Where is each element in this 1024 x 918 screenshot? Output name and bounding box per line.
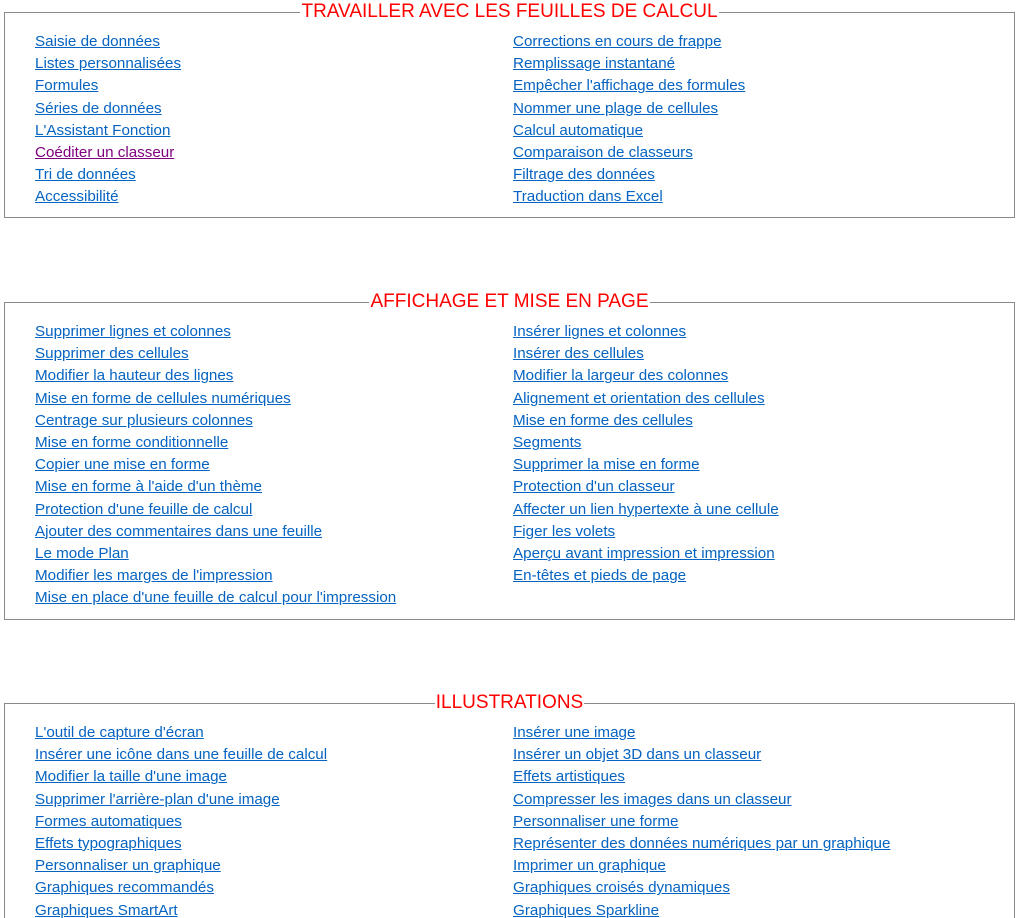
topic-link[interactable]: Traduction dans Excel xyxy=(513,188,663,206)
link-list-item xyxy=(513,388,779,410)
link-list-item xyxy=(35,432,396,454)
section-title-text: AFFICHAGE ET MISE EN PAGE xyxy=(370,291,649,312)
topic-link[interactable]: Ajouter des commentaires dans une feuille xyxy=(35,522,323,540)
topic-link[interactable]: Représenter des données numériques par un graphique xyxy=(513,834,891,852)
link-list-item xyxy=(513,53,745,75)
topic-link[interactable]: Supprimer des cellules xyxy=(35,345,189,363)
link-list-item xyxy=(35,811,327,833)
link-list-left xyxy=(35,31,181,209)
link-list-left xyxy=(35,722,327,918)
link-list-item xyxy=(35,454,396,476)
topic-link[interactable]: Graphiques SmartArt xyxy=(35,901,178,918)
link-list-item xyxy=(513,142,745,164)
link-list-item xyxy=(35,789,327,811)
topic-link[interactable]: Formules xyxy=(35,77,99,95)
link-list-item xyxy=(35,565,396,587)
link-list-item xyxy=(513,454,779,476)
section-display-layout xyxy=(4,291,1015,620)
topic-link[interactable]: Modifier la taille d'une image xyxy=(35,768,228,786)
link-list-item xyxy=(35,321,396,343)
link-list-item xyxy=(35,766,327,788)
link-list-item xyxy=(513,900,890,918)
topic-link[interactable]: Tri de données xyxy=(35,166,136,184)
topic-link[interactable]: Graphiques croisés dynamiques xyxy=(513,879,730,897)
link-list-right xyxy=(513,722,890,918)
link-list-item xyxy=(35,186,181,208)
topic-link[interactable]: Protection d'un classeur xyxy=(513,478,675,496)
topic-link[interactable]: Effets typographiques xyxy=(35,834,182,852)
topic-link[interactable]: Copier une mise en forme xyxy=(35,456,210,474)
topic-link[interactable]: Remplissage instantané xyxy=(513,55,676,73)
link-list-item xyxy=(35,388,396,410)
topic-link[interactable]: Formes automatiques xyxy=(35,812,182,830)
topic-link[interactable]: Empêcher l'affichage des formules xyxy=(513,77,746,95)
topic-link[interactable]: Aperçu avant impression et impression xyxy=(513,544,775,562)
topic-link[interactable]: Insérer lignes et colonnes xyxy=(513,323,687,340)
link-list-item xyxy=(35,31,181,53)
topic-link[interactable]: Segments xyxy=(513,433,582,451)
link-list-item xyxy=(513,722,890,744)
topic-link[interactable]: Alignement et orientation des cellules xyxy=(513,389,765,407)
link-list-item xyxy=(35,53,181,75)
link-list-item xyxy=(35,877,327,899)
link-list-item xyxy=(513,365,779,387)
section-title xyxy=(5,290,1014,314)
topic-link[interactable]: Imprimer un graphique xyxy=(513,857,666,875)
link-list-left xyxy=(35,321,396,609)
link-list-item xyxy=(35,476,396,498)
topic-link[interactable]: Séries de données xyxy=(35,99,162,117)
link-list-item xyxy=(513,321,779,343)
link-list-item xyxy=(513,565,779,587)
link-list-item xyxy=(35,744,327,766)
topic-link[interactable]: Insérer des cellules xyxy=(513,345,644,363)
section-title-text: ILLUSTRATIONS xyxy=(435,692,584,713)
topic-link[interactable]: Accessibilité xyxy=(35,188,119,206)
topic-link[interactable]: Supprimer l'arrière-plan d'une image xyxy=(35,790,280,808)
topic-link[interactable]: Filtrage des données xyxy=(513,166,655,184)
topic-link[interactable]: Compresser les images dans un classeur xyxy=(513,790,792,808)
topic-link[interactable]: Modifier la hauteur des lignes xyxy=(35,367,234,385)
topic-link[interactable]: Personnaliser un graphique xyxy=(35,857,221,875)
section-title xyxy=(5,691,1014,715)
topic-link[interactable]: Protection d'une feuille de calcul xyxy=(35,500,253,518)
link-list-item xyxy=(35,833,327,855)
topic-link[interactable]: Mise en forme de cellules numériques xyxy=(35,389,291,407)
topic-link[interactable]: Insérer une icône dans une feuille de calcul xyxy=(35,746,328,764)
topic-link[interactable]: Corrections en cours de frappe xyxy=(513,33,722,50)
topic-link[interactable]: Coéditer un classeur xyxy=(35,143,175,161)
link-list-item xyxy=(35,587,396,609)
topic-link[interactable]: Personnaliser une forme xyxy=(513,812,679,830)
section-worksheets xyxy=(4,1,1015,218)
link-list-item xyxy=(513,744,890,766)
topic-link[interactable]: Le mode Plan xyxy=(35,544,129,562)
topic-link[interactable]: Mise en forme des cellules xyxy=(513,411,693,429)
link-list-item xyxy=(35,900,327,918)
link-list-item xyxy=(513,98,745,120)
link-list-item xyxy=(513,833,890,855)
link-list-item xyxy=(513,811,890,833)
link-list-item xyxy=(35,365,396,387)
section-title xyxy=(5,0,1014,24)
topic-link[interactable]: L'outil de capture d'écran xyxy=(35,724,204,741)
topic-link[interactable]: Centrage sur plusieurs colonnes xyxy=(35,411,253,429)
link-list-item xyxy=(35,343,396,365)
section-illustrations xyxy=(4,692,1015,918)
link-list-right xyxy=(513,31,745,209)
topic-link[interactable]: Supprimer lignes et colonnes xyxy=(35,323,231,340)
link-list-item xyxy=(513,521,779,543)
topic-link[interactable]: Supprimer la mise en forme xyxy=(513,456,700,474)
link-list-item xyxy=(513,789,890,811)
link-list-item xyxy=(513,343,779,365)
link-list-item xyxy=(35,120,181,142)
link-list-item xyxy=(35,142,181,164)
topic-link[interactable]: L'Assistant Fonction xyxy=(35,121,171,139)
link-list-item xyxy=(513,31,745,53)
topic-link[interactable]: Saisie de données xyxy=(35,33,160,50)
link-list-item xyxy=(513,877,890,899)
topic-link[interactable]: Nommer une plage de cellules xyxy=(513,99,719,117)
link-list-item xyxy=(35,98,181,120)
topic-link[interactable]: Affecter un lien hypertexte à une cellule xyxy=(513,500,779,518)
topic-link[interactable]: Modifier la largeur des colonnes xyxy=(513,367,729,385)
topic-link[interactable]: Graphiques Sparkline xyxy=(513,901,660,918)
section-title-text: TRAVAILLER AVEC LES FEUILLES DE CALCUL xyxy=(301,1,718,22)
topic-link[interactable]: Insérer une image xyxy=(513,724,636,741)
topic-link[interactable]: Figer les volets xyxy=(513,522,616,540)
link-list-item xyxy=(35,499,396,521)
link-list-item xyxy=(513,476,779,498)
link-list-item xyxy=(513,855,890,877)
link-list-item xyxy=(35,855,327,877)
link-list-item xyxy=(513,75,745,97)
link-list-item xyxy=(35,410,396,432)
link-list-item xyxy=(35,722,327,744)
topic-link[interactable]: Mise en place d'une feuille de calcul pour l'impression xyxy=(35,589,397,607)
link-list-item xyxy=(513,410,779,432)
link-list-item xyxy=(513,543,779,565)
link-list-item xyxy=(513,766,890,788)
link-list-right xyxy=(513,321,779,587)
link-list-item xyxy=(35,521,396,543)
topic-link[interactable]: Mise en forme à l'aide d'un thème xyxy=(35,478,262,496)
link-list-item xyxy=(35,75,181,97)
topic-link[interactable]: Modifier les marges de l'impression xyxy=(35,567,273,585)
link-list-item xyxy=(35,164,181,186)
link-list-item xyxy=(35,543,396,565)
topic-link[interactable]: Insérer un objet 3D dans un classeur xyxy=(513,746,762,764)
topic-link[interactable]: Calcul automatique xyxy=(513,121,644,139)
link-list-item xyxy=(513,164,745,186)
topic-link[interactable]: En-têtes et pieds de page xyxy=(513,567,687,585)
topic-link[interactable]: Effets artistiques xyxy=(513,768,625,786)
link-list-item xyxy=(513,432,779,454)
link-list-item xyxy=(513,120,745,142)
topic-link[interactable]: Graphiques recommandés xyxy=(35,879,214,897)
topic-link[interactable]: Mise en forme conditionnelle xyxy=(35,433,229,451)
link-list-item xyxy=(513,499,779,521)
topic-link[interactable]: Listes personnalisées xyxy=(35,55,182,73)
link-list-item xyxy=(513,186,745,208)
topic-link[interactable]: Comparaison de classeurs xyxy=(513,143,693,161)
